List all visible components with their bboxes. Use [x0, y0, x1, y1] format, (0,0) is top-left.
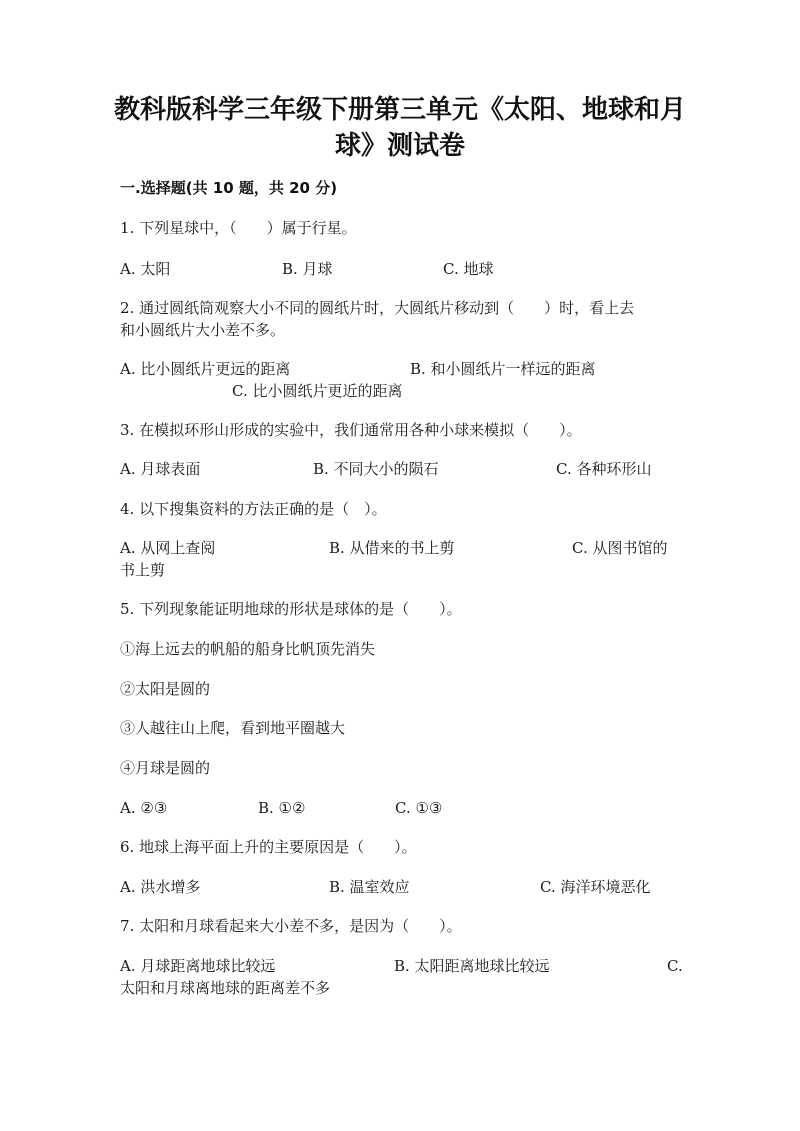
- question-4-option-a: A. 从网上查阅: [120, 539, 216, 557]
- question-3-text: 3. 在模拟环形山形成的实验中，我们通常用各种小球来模拟（ ）。: [120, 421, 582, 439]
- question-1-option-c: C. 地球: [443, 260, 494, 278]
- question-3-option-b: B. 不同大小的陨石: [313, 460, 439, 478]
- title-line-2: 球》测试卷: [334, 131, 465, 161]
- question-2-option-a: A. 比小圆纸片更远的距离: [120, 360, 291, 378]
- question-5-text: 5. 下列现象能证明地球的形状是球体的是（ ）。: [120, 600, 462, 618]
- question-5-statement-2: ②太阳是圆的: [120, 680, 211, 698]
- question-4-option-c: C. 从图书馆的: [572, 539, 668, 557]
- question-1-option-b: B. 月球: [282, 260, 333, 278]
- question-4-option-b: B. 从借来的书上剪: [329, 539, 455, 557]
- question-7-option-c-continued: 太阳和月球离地球的距离差不多: [120, 979, 331, 997]
- question-5-statement-4: ④月球是圆的: [120, 759, 211, 777]
- question-4-option-c-continued: 书上剪: [120, 561, 166, 579]
- question-7-option-a: A. 月球距离地球比较远: [120, 957, 276, 975]
- question-2-option-c: C. 比小圆纸片更近的距离: [232, 382, 403, 400]
- question-2-text-line-1: 2. 通过圆纸筒观察大小不同的圆纸片时，大圆纸片移动到（ ）时，看上去: [120, 299, 635, 317]
- question-2-option-b: B. 和小圆纸片一样远的距离: [410, 360, 596, 378]
- question-5-option-c: C. ①③: [395, 799, 443, 817]
- title-line-1: 教科版科学三年级下册第三单元《太阳、地球和月: [113, 95, 686, 125]
- question-1-option-a: A. 太阳: [120, 260, 171, 278]
- section-heading: 一.选择题(共 10 题，共 20 分): [120, 179, 338, 197]
- question-6-option-a: A. 洪水增多: [120, 878, 201, 896]
- question-7-option-b: B. 太阳距离地球比较远: [394, 957, 550, 975]
- question-7-option-c: C.: [667, 957, 683, 975]
- question-5-statement-3: ③人越往山上爬，看到地平圈越大: [120, 719, 346, 737]
- question-5-option-a: A. ②③: [120, 799, 168, 817]
- question-3-option-c: C. 各种环形山: [556, 460, 652, 478]
- question-5-statement-1: ①海上远去的帆船的船身比帆顶先消失: [120, 640, 376, 658]
- page-title: [0, 92, 800, 164]
- question-4-text: 4. 以下搜集资料的方法正确的是（ ）。: [120, 500, 387, 518]
- question-3-option-a: A. 月球表面: [120, 460, 201, 478]
- question-6-text: 6. 地球上海平面上升的主要原因是（ ）。: [120, 838, 417, 856]
- question-7-text: 7. 太阳和月球看起来大小差不多，是因为（ ）。: [120, 917, 462, 935]
- question-6-option-b: B. 温室效应: [329, 878, 410, 896]
- question-5-option-b: B. ①②: [258, 799, 306, 817]
- question-6-option-c: C. 海洋环境恶化: [540, 878, 651, 896]
- question-1-text: 1. 下列星球中，（ ）属于行星。: [120, 219, 357, 237]
- question-2-text-line-2: 和小圆纸片大小差不多。: [120, 321, 286, 339]
